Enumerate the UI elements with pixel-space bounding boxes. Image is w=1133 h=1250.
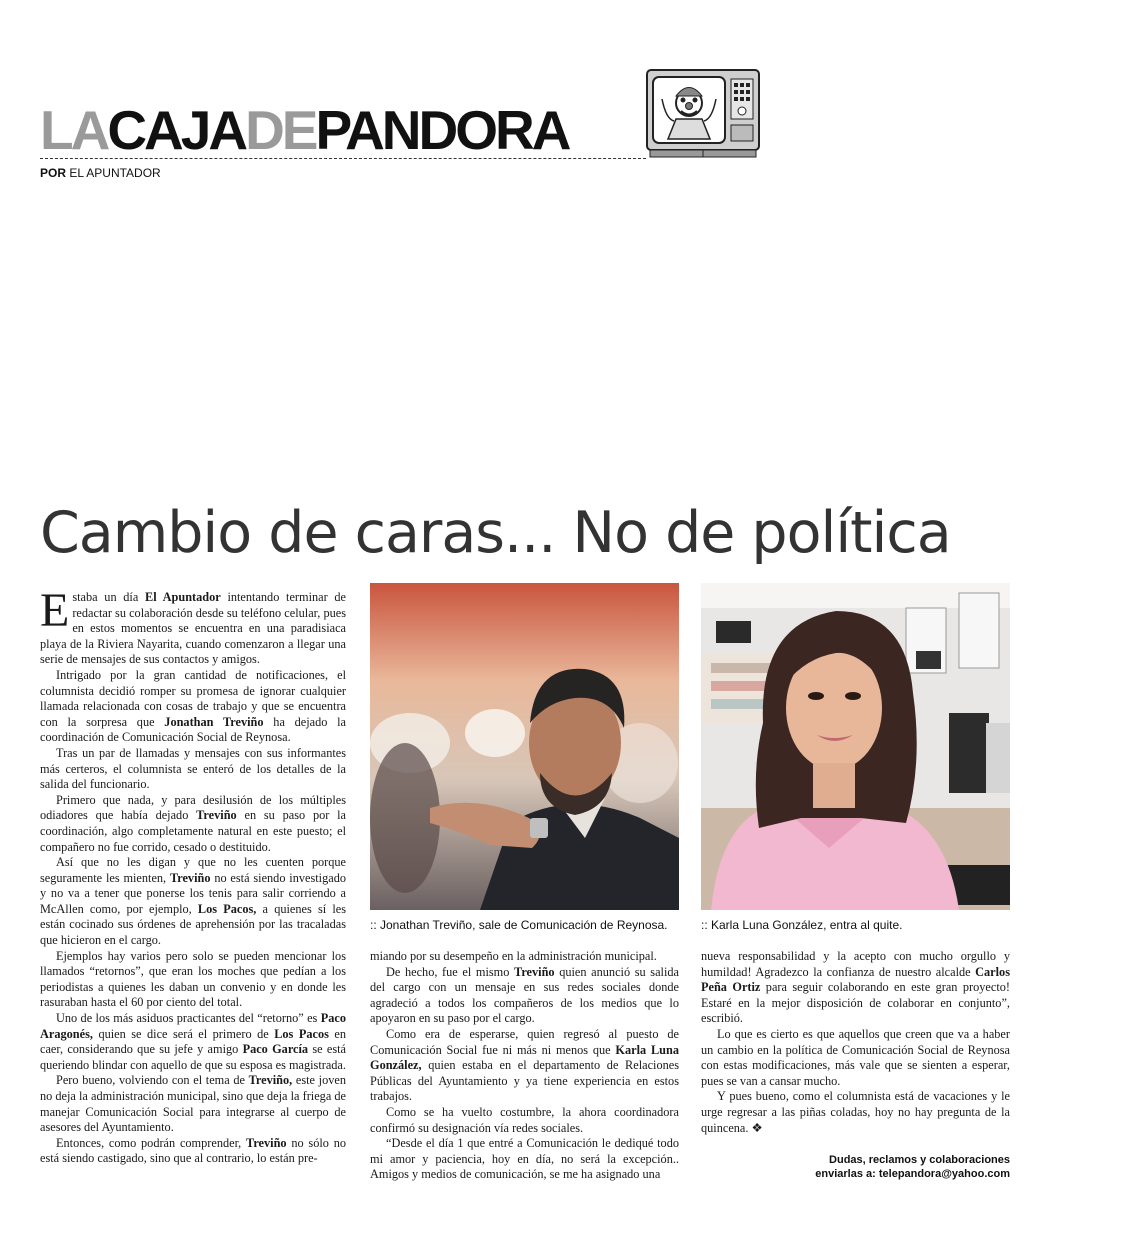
paragraph: Como era de esperarse, quien regresó al puesto de Comunicación Social fue ni más ni menos que Karla Luna González, quien estaba en el departamento de Relaciones Públicas del Ayuntamiento y ya tiene experiencia en estos trabajos.: [370, 1026, 679, 1104]
paragraph: Uno de los más asiduos practicantes del “retorno” es Paco Aragonés, quien se dice será el primero de Los Pacos en caer, considerando que su jefe y amigo Paco García se está queriendo blindar con aquello de que su esposa es magistrada.: [40, 1011, 346, 1072]
paragraph: Así que no les digan y que no les cuenten porque seguramente les mienten, Treviño no está siendo investigado y no va a tener que ponerse los tenis para salir corriendo a McAllen como, por ejemplo, Los Pacos, a quienes sí les están cocinado sus órdenes de aprehensión por las tracaladas que hicieron en el cargo.: [40, 855, 346, 948]
article-column-1: [40, 584, 347, 1167]
paragraph: De hecho, fue el mismo Treviño quien anunció su salida del cargo con un mensaje en sus redes sociales donde agradeció a todos los compañeros de los medios que lo apoyaron en su paso por el cargo.: [370, 964, 679, 1026]
masthead-pandora: PANDORA: [315, 99, 569, 161]
paragraph: Entonces, como podrán comprender, Treviño no sólo no está siendo castigado, sino que al contrario, lo están pre-: [40, 1135, 346, 1166]
photo-karla-luna-gonzalez: [701, 583, 1010, 910]
contact-email: enviarlas a: telepandora@yahoo.com: [815, 1168, 1010, 1180]
photo-jonathan-trevino: [370, 583, 679, 910]
paragraph: Y pues bueno, como el columnista está de vacaciones y le urge regresar a las piñas coladas, hoy no hay pregunta de la quincena. ❖: [701, 1089, 1010, 1135]
paragraph: Ejemplos hay varios pero solo se pueden mencionar los llamados “retornos”, que eran los moches que pedían a los periodistas a quienes les daban un convenio y en donde les rasuraban hasta el 60 por ciento del total.: [40, 948, 346, 1010]
paragraph: Pero bueno, volviendo con el tema de Treviño, este joven no deja la administración municipal, sino que deja la friega de manejar Comunicación Social para integrarse al cuerpo de asesores del Ayuntamiento.: [40, 1073, 346, 1135]
byline: [40, 166, 161, 180]
paragraph: Intrigado por la gran cantidad de notificaciones, el columnista decidió romper su promesa de ignorar cualquier llamada relacionada con cosas de trabajo y que se encuentra con la sorpresa que Jonathan Treviño ha dejado la coordinación de Comunicación Social de Reynosa.: [40, 667, 347, 745]
article-column-3: [701, 949, 1010, 1136]
article-column-2: [370, 949, 679, 1183]
tv-clown-icon: [646, 69, 760, 159]
masthead-title: [40, 100, 568, 160]
masthead-de: DE: [245, 99, 316, 161]
masthead-la: LA: [40, 99, 108, 161]
paragraph: “Desde el día 1 que entré a Comunicación le dediqué todo mi amor y paciencia, hoy en día, no será la excepción.. Amigos y medios de comunicación, se me ha asignado una: [370, 1136, 679, 1182]
caption-photo-1: :: Jonathan Treviño, sale de Comunicación de Reynosa.: [370, 918, 668, 932]
caption-photo-2: :: Karla Luna González, entra al quite.: [701, 918, 903, 932]
paragraph: miando por su desempeño en la administración municipal.: [370, 949, 657, 963]
byline-name: EL APUNTADOR: [69, 166, 161, 180]
drop-cap: E: [40, 584, 70, 637]
paragraph: Tras un par de llamadas y mensajes con sus informantes más certeros, el columnista se enteró de los detalles de la salida del funcionario.: [40, 745, 346, 792]
paragraph: staba un día El Apuntador intentando terminar de redactar su colaboración desde su teléfono celular, pues en estos momentos se encuentra en una paradisiaca playa de la Riviera Nayarita, cuando comenzaron a llegar una serie de mensajes de sus contactos y amigos.: [40, 590, 347, 667]
masthead-caja: CAJA: [107, 99, 246, 161]
paragraph: Como se ha vuelto costumbre, la ahora coordinadora confirmó su designación vía redes sociales.: [370, 1104, 679, 1135]
paragraph: Lo que es cierto es que aquellos que creen que va a haber un cambio en la política de Comunicación Social de Reynosa con estas modificaciones, más vale que se sienten a esperar, pues se van a cansar mucho.: [701, 1026, 1010, 1088]
paragraph: Primero que nada, y para desilusión de los múltiples odiadores que había dejado Treviño en su paso por la coordinación, algo completamente natural en este puesto; el compañero no fue corrido, cesado o destituido.: [40, 792, 346, 854]
paragraph: nueva responsabilidad y la acepto con mucho orgullo y humildad! Agradezco la confianza de nuestro alcalde Carlos Peña Ortiz para seguir colaborando en este gran proyecto! Estaré en la mejor disposición de colaborar en conjunto”, escribió.: [701, 949, 1010, 1026]
contact-line-1: Dudas, reclamos y colaboraciones: [829, 1154, 1010, 1166]
masthead-divider: [40, 158, 646, 159]
byline-prefix: POR: [40, 166, 67, 180]
contact-info: [815, 1153, 1010, 1181]
headline: Cambio de caras... No de política: [40, 500, 951, 566]
